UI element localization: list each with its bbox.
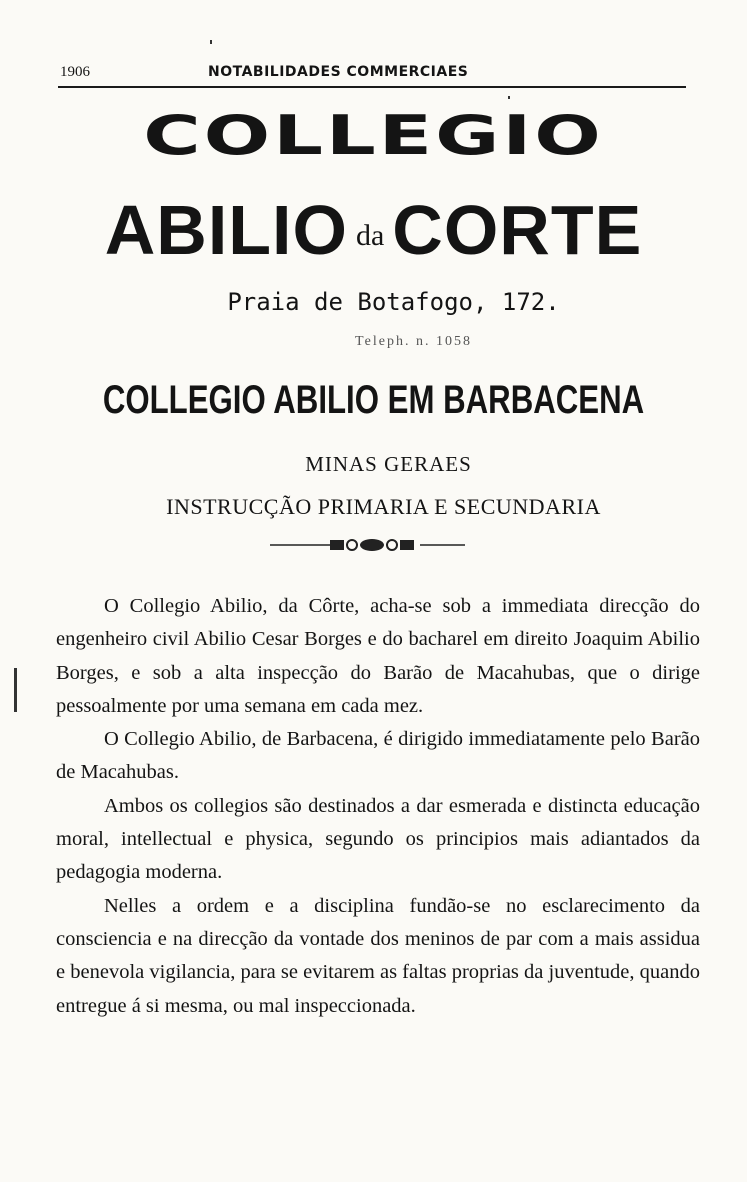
- paragraph: Nelles a ordem e a disciplina fundão-se no esclarecimento da consciencia e na direcção da vontade dos meninos de par com a mais assidua e benevola vigilancia, para se evitarem as faltas proprias da juventude, quando entregue á si mesma, ou mal inspeccionada.: [56, 894, 700, 1017]
- paragraph: O Collegio Abilio, de Barbacena, é dirigido immediatamente pelo Barão de Macahubas.: [56, 728, 700, 784]
- region-line: MINAS GERAES: [305, 452, 472, 476]
- title-barbacena: COLLEGIO ABILIO EM BARBACENA: [102, 378, 645, 422]
- address-line: Praia de Botafogo, 172.: [227, 288, 560, 316]
- running-title: NOTABILIDADES COMMERCIAES: [208, 64, 469, 80]
- ornament-divider-icon: [0, 530, 747, 560]
- title-da: da: [355, 218, 385, 252]
- telephone-line: Teleph. n. 1058: [355, 334, 472, 349]
- title-collegio: COLLEGIO: [143, 104, 604, 167]
- title-abilio-da-corte: [0, 190, 747, 270]
- page-number: 1906: [60, 64, 90, 80]
- margin-mark: [14, 668, 17, 712]
- margin-mark: [508, 96, 510, 99]
- title-corte: CORTE: [392, 191, 643, 269]
- margin-mark: [210, 40, 212, 44]
- paragraph: Ambos os collegios são destinados a dar esmerada e distincta educação moral, intellectual e physica, segundo os principios mais adiantados da pedagogia moderna.: [56, 794, 700, 884]
- paragraph: O Collegio Abilio, da Côrte, acha-se sob a immediata direcção do engenheiro civil Abilio Cesar Borges e do bacharel em direito Joaquim Abilio Borges, e sob a alta inspecção do Barão de Macahubas, que o dirige pessoalmente por uma semana em cada mez.: [56, 595, 700, 717]
- body-text: [56, 590, 700, 1023]
- title-abilio: ABILIO: [104, 191, 348, 269]
- instruction-level-line: INSTRUCÇÃO PRIMARIA E SECUNDARIA: [166, 494, 601, 519]
- running-header: [58, 60, 686, 88]
